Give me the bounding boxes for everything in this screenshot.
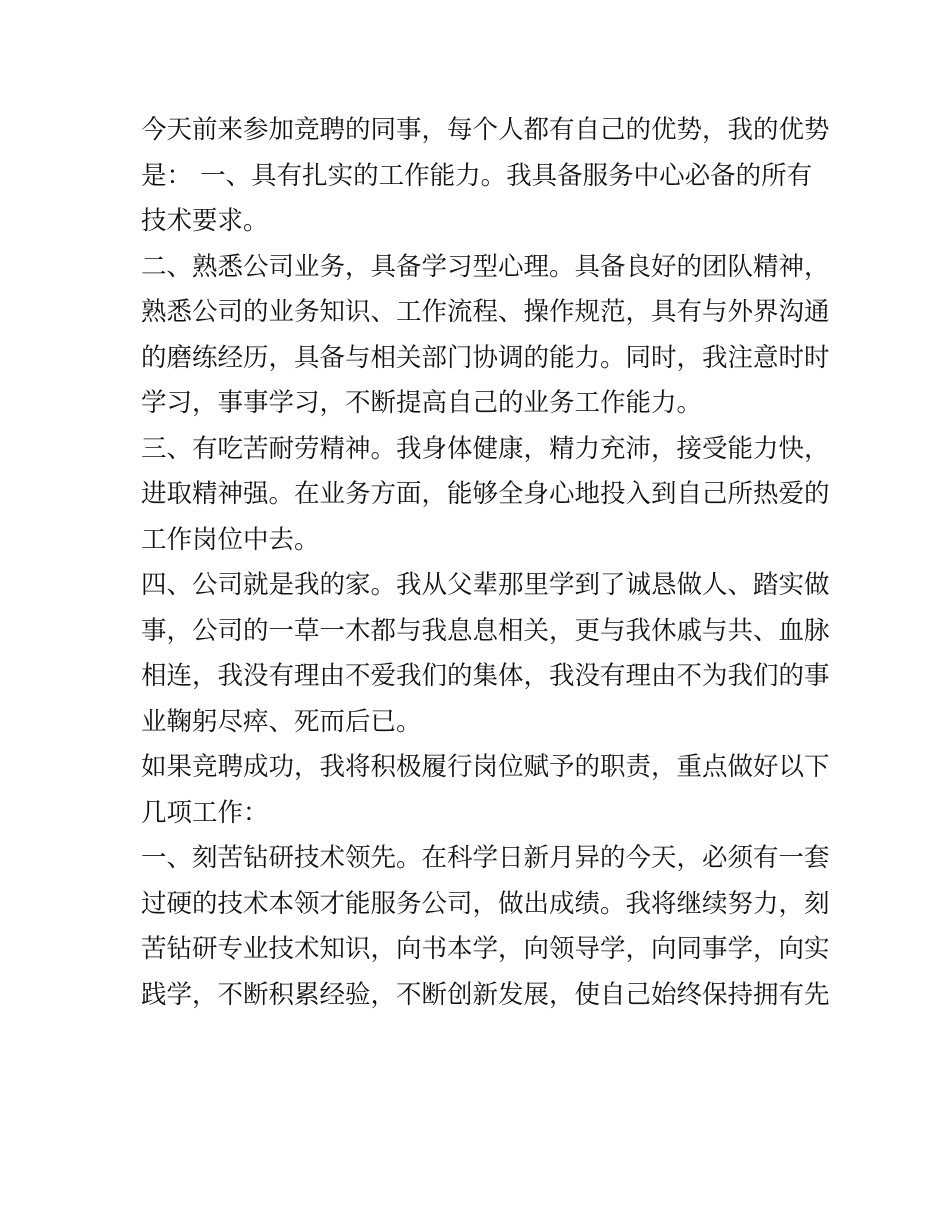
text-line: 一、刻苦钻研技术领先。在科学日新月异的今天，必须有一套 [141,843,830,873]
document-body [141,108,830,1018]
text-line: 过硬的技术本领才能服务公司，做出成绩。我将继续努力，刻 [141,888,830,919]
paragraph-point-four [141,563,830,745]
paragraph-work-plan-intro [141,745,830,836]
text-line: 业鞠躬尽瘁、死而后已。 [141,706,422,737]
text-line: 事，公司的一草一木都与我息息相关，更与我休戚与共、血脉 [141,615,830,646]
paragraph-plan-one [141,836,830,1018]
text-line: 今天前来参加竞聘的同事，每个人都有自己的优势，我的优势 [141,115,830,145]
text-line: 苦钻研专业技术知识，向书本学，向领导学，向同事学，向实 [141,934,830,964]
text-line: 学习，事事学习，不断提高自己的业务工作能力。 [141,388,703,418]
text-line: 几项工作： [141,797,269,828]
text-line: 是： 一、具有扎实的工作能力。我具备服务中心必备的所有 [141,160,813,191]
text-line: 践学，不断积累经验，不断创新发展，使自己始终保持拥有先 [141,979,830,1010]
text-line: 相连，我没有理由不爱我们的集体，我没有理由不为我们的事 [141,661,830,691]
text-line: 如果竞聘成功，我将积极履行岗位赋予的职责，重点做好以下 [141,752,830,782]
text-line: 四、公司就是我的家。我从父辈那里学到了诚恳做人、踏实做 [141,570,830,600]
paragraph-point-three [141,427,830,564]
text-line: 三、有吃苦耐劳精神。我身体健康，精力充沛，接受能力快， [141,433,830,464]
text-line: 进取精神强。在业务方面，能够全身心地投入到自己所热爱的 [141,479,830,509]
text-line: 熟悉公司的业务知识、工作流程、操作规范，具有与外界沟通 [141,297,830,327]
text-line: 工作岗位中去。 [141,524,320,555]
text-line: 的磨练经历，具备与相关部门协调的能力。同时，我注意时时 [141,342,830,373]
paragraph-point-two [141,245,830,427]
paragraph-advantages-intro [141,108,830,245]
text-line: 技术要求。 [141,206,269,236]
text-line: 二、熟悉公司业务，具备学习型心理。具备良好的团队精神， [141,251,830,282]
